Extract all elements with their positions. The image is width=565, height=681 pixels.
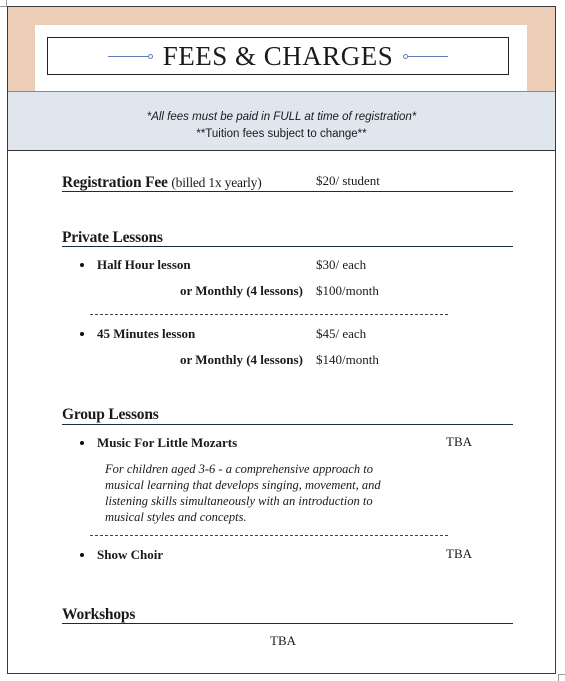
registration-rule xyxy=(62,191,513,192)
registration-price: $20/ student xyxy=(316,173,380,188)
half-hour-monthly-price: $100/month xyxy=(316,283,379,298)
little-mozarts-description: For children aged 3-6 - a comprehensive approach to musical learning that develops singing, movement, and listening skills simultaneously with an introduction to musical styles and concepts. xyxy=(105,462,381,524)
bullet-icon xyxy=(80,263,84,267)
right-flourish-icon xyxy=(403,54,448,59)
45-min-monthly-price: $140/month xyxy=(316,352,379,367)
group-lessons-rule xyxy=(62,424,513,425)
45-min-monthly-label: or Monthly (4 lessons) xyxy=(180,352,303,367)
private-lessons-heading: Private Lessons xyxy=(62,229,163,246)
little-mozarts-price: TBA xyxy=(446,434,472,449)
title-box xyxy=(47,37,509,75)
notice-band xyxy=(8,91,555,151)
tuition-notice: **Tuition fees subject to change** xyxy=(196,128,367,140)
payment-notice: *All fees must be paid in FULL at time of registration* xyxy=(146,111,417,123)
half-hour-monthly-label: or Monthly (4 lessons) xyxy=(180,283,303,298)
registration-heading xyxy=(62,174,262,192)
registration-label: Registration Fee xyxy=(62,174,168,191)
dashed-divider xyxy=(90,535,448,536)
workshops-price: TBA xyxy=(270,633,296,648)
workshops-heading: Workshops xyxy=(62,606,136,623)
bullet-icon xyxy=(80,553,84,557)
45-min-lesson-price: $45/ each xyxy=(316,326,367,341)
show-choir-price: TBA xyxy=(446,546,472,561)
fee-sheet-page xyxy=(7,6,556,674)
little-mozarts-label: Music For Little Mozarts xyxy=(97,435,238,450)
page-title: FEES & CHARGES xyxy=(162,40,394,71)
workshops-rule xyxy=(62,623,513,624)
group-lessons-heading: Group Lessons xyxy=(62,406,159,423)
registration-note: (billed 1x yearly) xyxy=(171,175,262,190)
half-hour-lesson-price: $30/ each xyxy=(316,257,367,272)
bullet-icon xyxy=(80,332,84,336)
private-lessons-rule xyxy=(62,246,513,247)
crop-mark-top-left xyxy=(0,0,7,7)
show-choir-label: Show Choir xyxy=(97,547,164,562)
dashed-divider xyxy=(90,314,448,315)
bullet-icon xyxy=(80,441,84,445)
left-flourish-icon xyxy=(108,54,153,59)
45-min-lesson-label: 45 Minutes lesson xyxy=(97,326,196,341)
half-hour-lesson-label: Half Hour lesson xyxy=(97,257,191,272)
